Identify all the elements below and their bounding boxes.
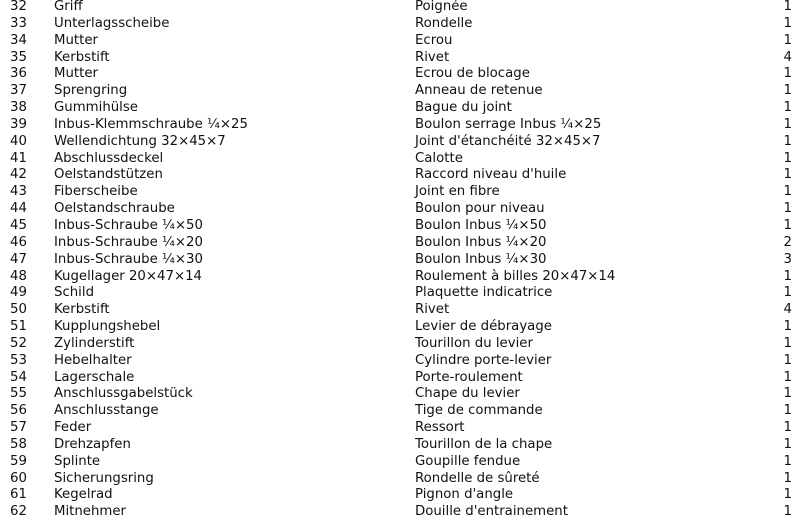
part-name-french: Porte-roulement [415, 369, 523, 385]
part-name-german: Zylinderstift [54, 335, 135, 351]
part-name-german: Sicherungsring [54, 470, 154, 486]
part-name-german: Kupplungshebel [54, 319, 161, 335]
part-number: 61 [10, 487, 27, 503]
part-name-french: Joint d'étanchéité 32×45×7 [415, 133, 601, 149]
part-name-french: Boulon Inbus ¼×30 [415, 251, 547, 267]
part-number: 58 [10, 436, 27, 452]
parts-row [0, 503, 800, 520]
part-quantity: 1 [783, 386, 792, 402]
part-quantity: 1 [783, 420, 792, 436]
part-number: 52 [10, 335, 27, 351]
part-name-german: Mutter [54, 66, 98, 82]
part-quantity: 1 [783, 167, 792, 183]
part-quantity: 1 [783, 150, 792, 166]
part-number: 55 [10, 386, 27, 402]
part-name-french: Calotte [415, 150, 463, 166]
parts-row [0, 65, 800, 82]
parts-row [0, 369, 800, 386]
part-number: 37 [10, 83, 27, 99]
part-quantity: 1 [783, 453, 792, 469]
parts-row [0, 470, 800, 487]
part-name-german: Kerbstift [54, 49, 110, 65]
part-quantity: 1 [783, 504, 792, 520]
part-quantity: 1 [783, 436, 792, 452]
part-quantity: 1 [783, 116, 792, 132]
part-quantity: 1 [783, 15, 792, 31]
part-name-french: Tige de commande [415, 403, 543, 419]
part-number: 36 [10, 66, 27, 82]
part-name-german: Anschlussgabelstück [54, 386, 193, 402]
part-name-french: Tourillon du levier [415, 335, 533, 351]
part-number: 45 [10, 217, 27, 233]
parts-row [0, 419, 800, 436]
parts-row [0, 133, 800, 150]
part-quantity: 1 [783, 217, 792, 233]
part-name-german: Feder [54, 420, 92, 436]
part-quantity: 3 [783, 251, 792, 267]
part-name-french: Boulon pour niveau [415, 201, 545, 217]
part-name-german: Griff [54, 0, 83, 14]
part-name-french: Boulon serrage Inbus ¼×25 [415, 116, 602, 132]
part-quantity: 1 [783, 335, 792, 351]
part-name-french: Ressort [415, 420, 465, 436]
part-name-german: Inbus-Klemmschraube ¼×25 [54, 116, 248, 132]
part-name-french: Douille d'entrainement [415, 504, 568, 520]
part-quantity: 1 [783, 352, 792, 368]
part-name-french: Levier de débrayage [415, 319, 552, 335]
parts-row [0, 82, 800, 99]
part-name-german: Sprengring [54, 83, 128, 99]
parts-row [0, 352, 800, 369]
part-name-german: Abschlussdeckel [54, 150, 164, 166]
parts-row [0, 436, 800, 453]
parts-row [0, 402, 800, 419]
parts-row [0, 200, 800, 217]
part-number: 32 [10, 0, 27, 14]
part-name-french: Raccord niveau d'huile [415, 167, 567, 183]
part-name-german: Lagerschale [54, 369, 135, 385]
part-number: 56 [10, 403, 27, 419]
part-name-french: Chape du levier [415, 386, 520, 402]
part-number: 42 [10, 167, 27, 183]
parts-row [0, 99, 800, 116]
part-name-german: Unterlagsscheibe [54, 15, 170, 31]
part-name-german: Oelstandstützen [54, 167, 163, 183]
part-quantity: 4 [783, 302, 792, 318]
part-quantity: 1 [783, 369, 792, 385]
parts-row [0, 217, 800, 234]
part-name-german: Kerbstift [54, 302, 110, 318]
part-name-german: Oelstandschraube [54, 201, 175, 217]
part-number: 50 [10, 302, 27, 318]
part-name-german: Kegelrad [54, 487, 113, 503]
parts-row [0, 284, 800, 301]
part-name-german: Splinte [54, 453, 101, 469]
part-name-french: Rondelle [415, 15, 473, 31]
part-name-french: Ecrou de blocage [415, 66, 530, 82]
part-name-german: Anschlusstange [54, 403, 159, 419]
part-quantity: 2 [783, 234, 792, 250]
part-name-french: Anneau de retenue [415, 83, 543, 99]
part-quantity: 1 [783, 268, 792, 284]
part-name-french: Roulement à billes 20×47×14 [415, 268, 616, 284]
part-name-french: Boulon Inbus ¼×50 [415, 217, 547, 233]
part-number: 53 [10, 352, 27, 368]
parts-row [0, 15, 800, 32]
part-quantity: 1 [783, 319, 792, 335]
part-number: 34 [10, 32, 27, 48]
part-number: 54 [10, 369, 27, 385]
part-name-german: Drehzapfen [54, 436, 131, 452]
part-quantity: 4 [783, 49, 792, 65]
part-number: 44 [10, 201, 27, 217]
parts-row [0, 486, 800, 503]
part-quantity: 1 [783, 83, 792, 99]
part-number: 51 [10, 319, 27, 335]
part-number: 35 [10, 49, 27, 65]
part-name-german: Fiberscheibe [54, 184, 138, 200]
part-quantity: 1 [783, 100, 792, 116]
part-quantity: 1 [783, 403, 792, 419]
part-number: 48 [10, 268, 27, 284]
parts-row [0, 385, 800, 402]
parts-row [0, 0, 800, 15]
part-name-french: Rivet [415, 302, 450, 318]
part-quantity: 1 [783, 470, 792, 486]
part-name-german: Schild [54, 285, 95, 301]
parts-row [0, 318, 800, 335]
part-name-french: Rivet [415, 49, 450, 65]
part-name-french: Rondelle de sûreté [415, 470, 540, 486]
part-quantity: 1 [783, 32, 792, 48]
parts-row [0, 32, 800, 49]
part-name-french: Goupille fendue [415, 453, 521, 469]
part-quantity: 1 [783, 66, 792, 82]
part-name-french: Poignée [415, 0, 468, 14]
parts-row [0, 335, 800, 352]
parts-row [0, 453, 800, 470]
part-name-french: Tourillon de la chape [415, 436, 553, 452]
part-name-german: Inbus-Schraube ¼×50 [54, 217, 203, 233]
parts-row [0, 49, 800, 66]
parts-row [0, 150, 800, 167]
part-name-french: Pignon d'angle [415, 487, 514, 503]
part-quantity: 1 [783, 487, 792, 503]
part-name-german: Mutter [54, 32, 98, 48]
part-number: 43 [10, 184, 27, 200]
part-quantity: 1 [783, 0, 792, 14]
part-name-german: Inbus-Schraube ¼×30 [54, 251, 203, 267]
part-number: 33 [10, 15, 27, 31]
part-number: 47 [10, 251, 27, 267]
part-quantity: 1 [783, 133, 792, 149]
parts-row [0, 183, 800, 200]
part-number: 57 [10, 420, 27, 436]
part-number: 46 [10, 234, 27, 250]
part-name-french: Plaquette indicatrice [415, 285, 553, 301]
part-name-german: Wellendichtung 32×45×7 [54, 133, 226, 149]
part-name-french: Boulon Inbus ¼×20 [415, 234, 547, 250]
part-name-german: Inbus-Schraube ¼×20 [54, 234, 203, 250]
part-name-french: Joint en fibre [415, 184, 500, 200]
part-number: 39 [10, 116, 27, 132]
parts-row [0, 268, 800, 285]
part-number: 60 [10, 470, 27, 486]
part-number: 38 [10, 100, 27, 116]
part-number: 59 [10, 453, 27, 469]
part-name-french: Ecrou [415, 32, 453, 48]
parts-row [0, 251, 800, 268]
parts-row [0, 116, 800, 133]
part-quantity: 1 [783, 201, 792, 217]
parts-row [0, 301, 800, 318]
part-name-french: Bague du joint [415, 100, 512, 116]
part-number: 62 [10, 504, 27, 520]
part-number: 49 [10, 285, 27, 301]
parts-row [0, 234, 800, 251]
part-name-german: Kugellager 20×47×14 [54, 268, 202, 284]
part-number: 41 [10, 150, 27, 166]
part-name-german: Mitnehmer [54, 504, 127, 520]
part-name-german: Hebelhalter [54, 352, 132, 368]
part-name-german: Gummihülse [54, 100, 138, 116]
part-quantity: 1 [783, 285, 792, 301]
parts-row [0, 166, 800, 183]
part-name-french: Cylindre porte-levier [415, 352, 552, 368]
part-number: 40 [10, 133, 27, 149]
part-quantity: 1 [783, 184, 792, 200]
